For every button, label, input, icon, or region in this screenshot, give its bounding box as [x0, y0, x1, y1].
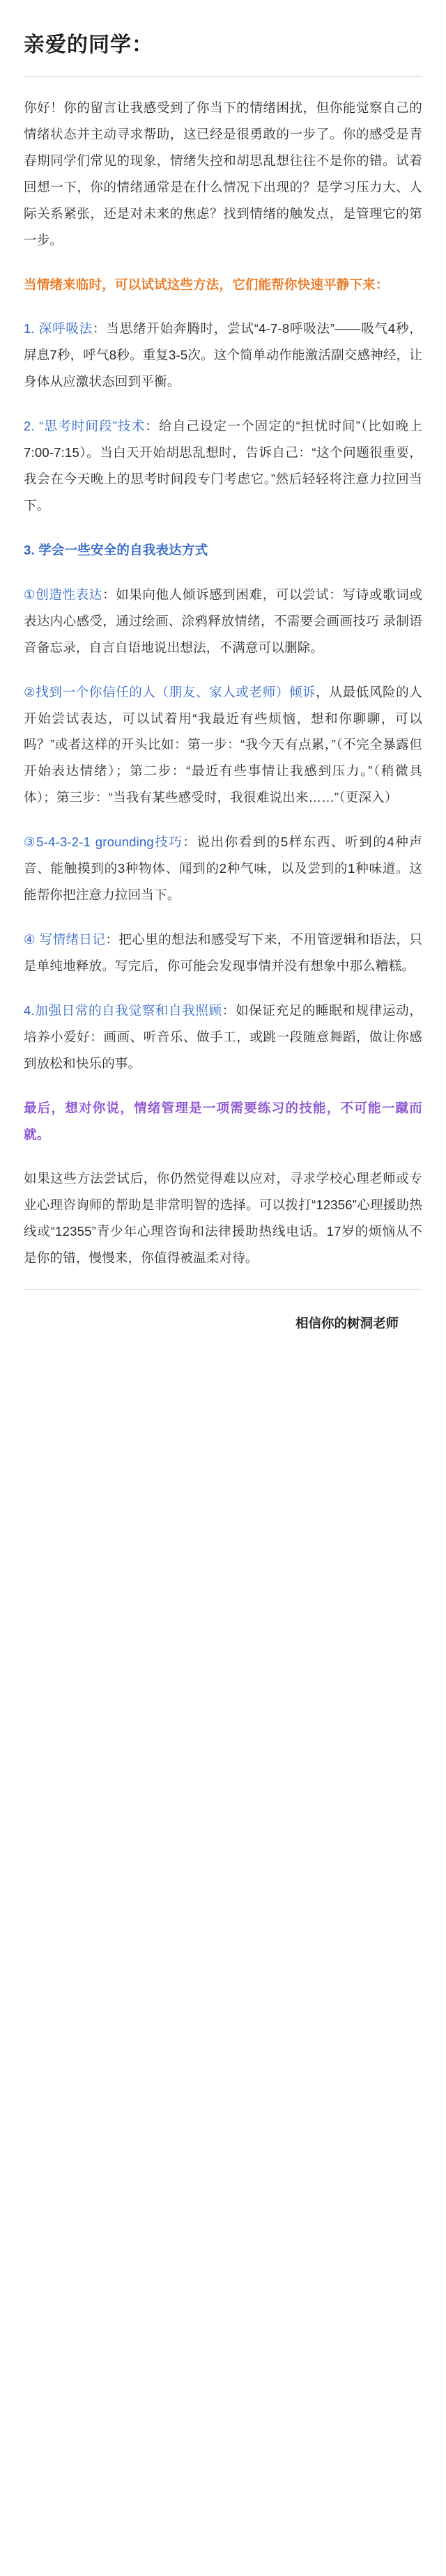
method-1-heading: 1. 深呼吸法	[24, 321, 93, 336]
self-care-heading: 4.加强日常的自我觉察和自我照顾	[24, 1002, 222, 1018]
expression-item-4-heading: ④ 写情绪日记	[24, 931, 106, 947]
self-care-paragraph	[24, 998, 422, 1077]
closing-paragraph: 如果这些方法尝试后，你仍然觉得难以应对，寻求学校心理老师或专业心理咨询师的帮助是非常明智的选择。可以拨打“12356”心理援助热线或“12355”青少年心理咨询和法律援助热线电话。17岁的烦恼从不是你的错，慢慢来，你值得被温柔对待。	[24, 1171, 422, 1266]
method-2-heading: 2. “思考时间段”技术	[24, 419, 146, 434]
self-care-text: ：如保证充足的睡眠和规律运动，培养小爱好：画画、听音乐、做手工，或跳一段随意舞蹈，做让你感到放松和快乐的事。	[24, 1002, 422, 1071]
expression-item-4	[24, 926, 422, 979]
method-2-text: ：给自己设定一个固定的“担忧时间”（比如晚上7:00-7:15）。当白天开始胡思乱想时，告诉自己：“这个问题很重要，我会在今天晚上的思考时间段专门考虑它。”然后轻轻将注意力拉回当下。	[24, 419, 422, 513]
expression-item-2-heading: ②找到一个你信任的人（朋友、家人或老师）倾诉	[24, 684, 316, 699]
expression-item-2-text: ，从最低风险的人开始尝试表达，可以试着用“我最近有些烦恼，想和你聊聊，可以吗？”或者这样的开头比如：第一步：“我今天有点累，”（不完全暴露但开始表达情绪）；第二步：“最近有些事情让我感到压力。”（稍微具体）；第三步：“当我有某些感受时，我很难说出来……”（更深入）	[24, 684, 422, 805]
page-title: 亲爱的同学：	[24, 33, 153, 56]
method-1-paragraph	[24, 316, 422, 395]
expression-item-3	[24, 829, 422, 908]
expression-item-3-heading: ③5-4-3-2-1 grounding技巧	[24, 835, 183, 850]
expression-item-2	[24, 679, 422, 812]
expression-section-heading: 3. 学会一些安全的自我表达方式	[24, 542, 208, 557]
signature: 相信你的树洞老师	[295, 1316, 399, 1331]
expression-item-1-text: ：如果向他人倾诉感到困难，可以尝试：写诗或歌词或表达内心感受，通过绘画、涂鸦释放情绪，不需要会画画技巧 录制语音备忘录，自言自语地说出想法，不满意可以删除。	[24, 587, 422, 655]
expression-item-3-text: ：说出你看到的5样东西、听到的4种声音、能触摸到的3种物体、闻到的2种气味，以及尝到的1种味道。这能帮你把注意力拉回当下。	[24, 835, 422, 903]
title-divider	[24, 76, 422, 77]
method-1-text: ：当思绪开始奔腾时，尝试“4-7-8呼吸法”——吸气4秒，屏息7秒，呼气8秒。重复3-5次。这个简单动作能激活副交感神经，让身体从应激状态回到平衡。	[24, 321, 422, 389]
method-2-paragraph	[24, 413, 422, 519]
expression-item-1	[24, 582, 422, 661]
expression-item-1-heading: ①创造性表达	[24, 587, 102, 602]
final-highlight: 最后，想对你说，情绪管理是一项需要练习的技能，不可能一蹴而就。	[24, 1100, 422, 1142]
intro-paragraph: 你好！你的留言让我感受到了你当下的情绪困扰，但你能觉察自己的情绪状态并主动寻求帮助，这已经是很勇敢的一步了。你的感受是青春期同学们常见的现象，情绪失控和胡思乱想往往不是你的错。试着回想一下，你的情绪通常是在什么情况下出现的？是学习压力大、人际关系紧张，还是对未来的焦虑？找到情绪的触发点，是管理它的第一步。	[24, 100, 422, 247]
expression-item-4-text: ：把心里的想法和感受写下来，不用管逻辑和语法，只是单纯地释放。写完后，你可能会发现事情并没有想象中那么糟糕。	[24, 931, 422, 973]
signature-divider	[24, 1289, 422, 1290]
methods-intro-heading: 当情绪来临时，可以试试这些方法，它们能帮你快速平静下来：	[24, 277, 389, 292]
